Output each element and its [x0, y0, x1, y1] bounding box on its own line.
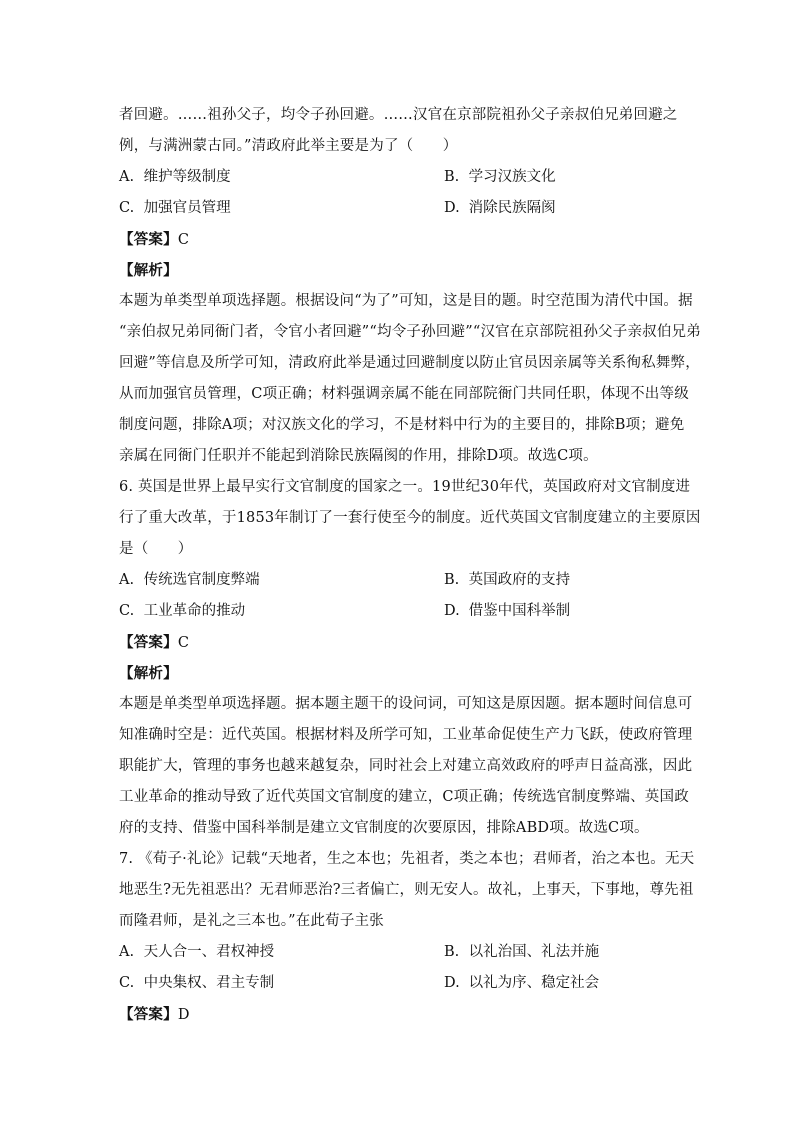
- analysis-line: 制度问题，排除A项；对汉族文化的学习，不是材料中行为的主要目的，排除B项；避免: [119, 417, 685, 433]
- question-stem-line: 是（ ）: [119, 541, 193, 557]
- document-page: [119, 100, 701, 1030]
- option-b: [444, 937, 599, 968]
- option-text: 借鉴中国科举制: [468, 603, 571, 619]
- intro-line: 例，与满洲蒙古同。”清政府此举主要是为了（ ）: [119, 138, 458, 154]
- option-row: [119, 968, 679, 999]
- analysis-line: 知准确时空是：近代英国。根据材料及所学可知，工业革命促使生产力飞跃，使政府管理: [119, 727, 693, 743]
- intro-line: 者回避。……祖孙父子，均令子孙回避。……汉官在京部院祖孙父子亲叔伯兄弟回避之: [119, 107, 678, 123]
- option-row: [119, 596, 679, 627]
- option-text: 英国政府的支持: [468, 572, 571, 588]
- question-stem-line: 地恶生?无先祖恶出？无君师恶治?三者偏亡，则无安人。故礼，上事天，下事地，尊先祖: [119, 882, 694, 898]
- option-text: 以礼为序、稳定社会: [468, 975, 600, 991]
- answer-label: 【答案】: [119, 231, 178, 248]
- option-text: 消除民族隔阂: [468, 200, 556, 216]
- question-stem-line: 6. 英国是世界上最早实行文官制度的国家之一。19世纪30年代，英国政府对文官制度进: [119, 479, 691, 495]
- question-stem-line: 7. 《荀子·礼论》记载“天地者，生之本也；先祖者，类之本也；君师者，治之本也。无天: [119, 851, 695, 867]
- option-a: [119, 565, 444, 596]
- option-letter: D.: [444, 975, 460, 991]
- answer-line: [119, 999, 679, 1030]
- option-c: [119, 968, 444, 999]
- analysis-line: 本题为单类型单项选择题。根据设问“为了”可知，这是目的题。时空范围为清代中国。据: [119, 293, 693, 309]
- option-b: [444, 565, 570, 596]
- answer-value: C: [177, 232, 190, 248]
- analysis-line: “亲伯叔兄弟同衙门者，令官小者回避”“均令子孙回避”“汉官在京部院祖孙父子亲叔伯兄弟: [119, 324, 701, 340]
- question-stem-line: 行了重大改革，于1853年制订了一套行使至今的制度。近代英国文官制度建立的主要原因: [119, 510, 701, 526]
- option-text: 加强官员管理: [143, 200, 231, 216]
- analysis-line: 府的支持、借鉴中国科举制是建立文官制度的次要原因，排除ABD项。故选C项。: [119, 820, 649, 836]
- answer-value: D: [177, 1007, 190, 1023]
- answer-label: 【答案】: [119, 1006, 178, 1023]
- option-d: [444, 193, 556, 224]
- option-letter: D.: [444, 603, 460, 619]
- analysis-line: 亲属在同衙门任职并不能起到消除民族隔阂的作用，排除D项。故选C项。: [119, 448, 598, 464]
- analysis-heading: [119, 658, 679, 689]
- option-d: [444, 596, 570, 627]
- analysis-line: 职能扩大，管理的事务也越来越复杂，同时社会上对建立高效政府的呼声日益高涨，因此: [119, 758, 693, 774]
- option-row: [119, 193, 679, 224]
- option-a: [119, 937, 444, 968]
- option-d: [444, 968, 599, 999]
- option-text: 传统选官制度弊端: [143, 572, 260, 588]
- answer-label: 【答案】: [119, 634, 178, 651]
- option-letter: C.: [119, 200, 135, 216]
- option-b: [444, 162, 556, 193]
- option-a: [119, 162, 444, 193]
- option-text: 维护等级制度: [143, 169, 231, 185]
- option-letter: B.: [444, 572, 460, 588]
- analysis-label: 【解析】: [119, 665, 178, 682]
- option-row: [119, 162, 679, 193]
- option-c: [119, 596, 444, 627]
- analysis-heading: [119, 255, 679, 286]
- option-letter: B.: [444, 944, 460, 960]
- analysis-line: 工业革命的推动导致了近代英国文官制度的建立，C项正确；传统选官制度弊端、英国政: [119, 789, 689, 805]
- answer-line: [119, 627, 679, 658]
- option-letter: C.: [119, 975, 135, 991]
- option-text: 中央集权、君主专制: [143, 975, 275, 991]
- option-text: 天人合一、君权神授: [143, 944, 275, 960]
- analysis-label: 【解析】: [119, 262, 178, 279]
- option-c: [119, 193, 444, 224]
- answer-value: C: [177, 635, 190, 651]
- question-stem-line: 而隆君师，是礼之三本也。”在此荀子主张: [119, 913, 384, 929]
- analysis-line: 回避”等信息及所学可知，清政府此举是通过回避制度以防止官员因亲属等关系徇私舞弊，: [119, 355, 700, 371]
- option-text: 学习汉族文化: [468, 169, 556, 185]
- option-letter: A.: [119, 169, 135, 185]
- analysis-line: 本题是单类型单项选择题。据本题主题干的设问词，可知这是原因题。据本题时间信息可: [119, 696, 693, 712]
- option-row: [119, 937, 679, 968]
- option-letter: A.: [119, 572, 135, 588]
- option-text: 以礼治国、礼法并施: [468, 944, 600, 960]
- option-letter: C.: [119, 603, 135, 619]
- option-row: [119, 565, 679, 596]
- option-letter: A.: [119, 944, 135, 960]
- option-text: 工业革命的推动: [143, 603, 246, 619]
- analysis-line: 从而加强官员管理，C项正确；材料强调亲属不能在同部院衙门共同任职，体现不出等级: [119, 386, 689, 402]
- option-letter: B.: [444, 169, 460, 185]
- answer-line: [119, 224, 679, 255]
- option-letter: D.: [444, 200, 460, 216]
